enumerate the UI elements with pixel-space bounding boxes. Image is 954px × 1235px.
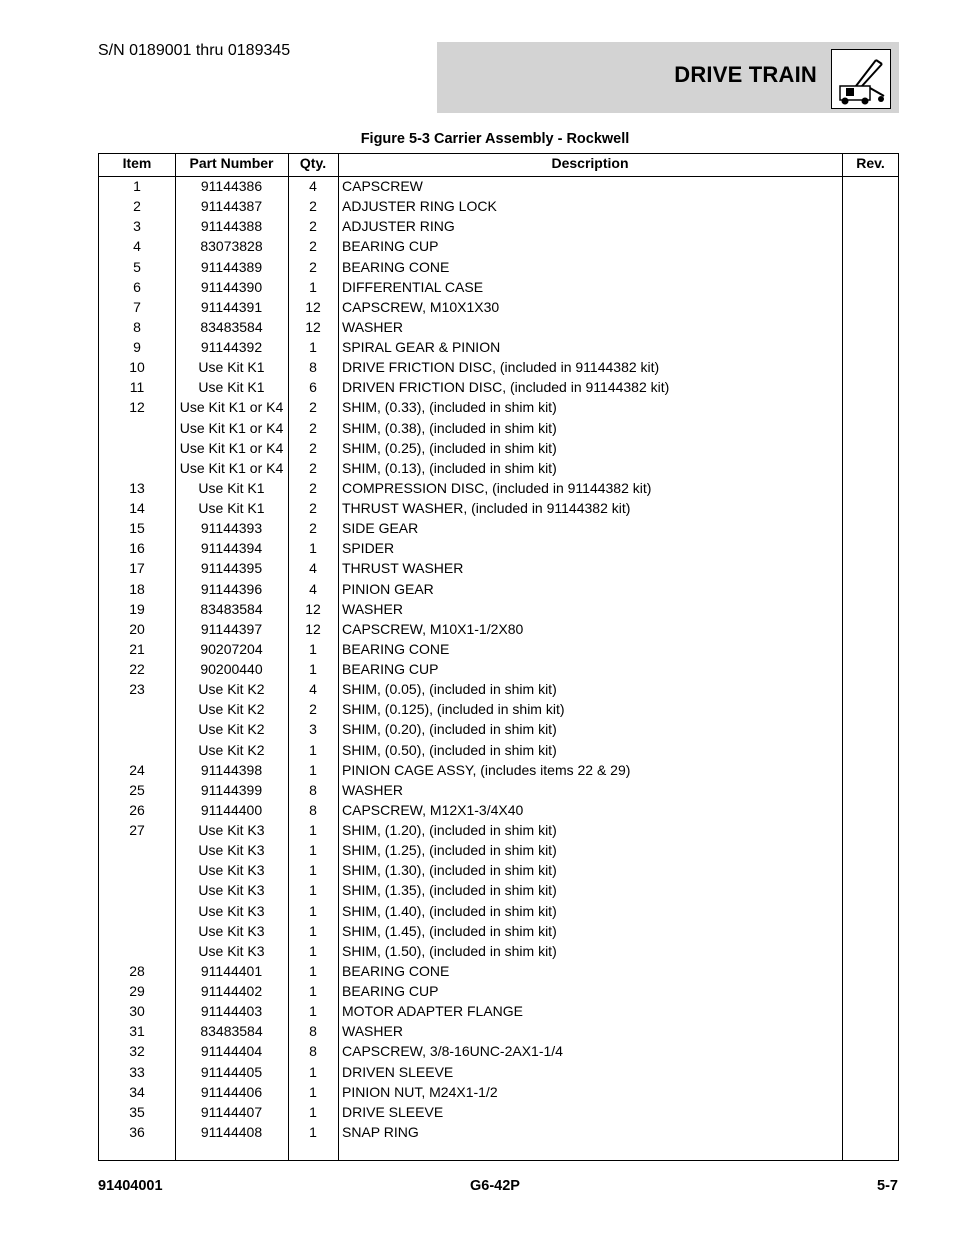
description-cell: SHIM, (1.50), (included in shim kit): [342, 942, 557, 959]
qty-cell: 1: [309, 1103, 317, 1120]
part-number-cell: Use Kit K1: [198, 359, 265, 376]
qty-cell: 2: [309, 198, 317, 215]
item-cell: 17: [129, 560, 145, 577]
part-number-cell: 90207204: [200, 640, 263, 657]
section-banner: [437, 42, 899, 113]
qty-cell: 1: [309, 540, 317, 557]
header-item: Item: [122, 155, 152, 171]
item-cell: 34: [129, 1083, 145, 1100]
description-cell: WASHER: [342, 318, 403, 335]
description-cell: SHIM, (1.45), (included in shim kit): [342, 922, 557, 939]
table-row: [99, 297, 898, 317]
qty-cell: 1: [309, 962, 317, 979]
qty-cell: 12: [305, 620, 321, 637]
table-row: [99, 639, 898, 659]
table-row: [99, 257, 898, 277]
part-number-cell: 91144400: [200, 801, 263, 818]
table-row: [99, 941, 898, 961]
figure-title: Figure 5-3 Carrier Assembly - Rockwell: [360, 131, 630, 147]
description-cell: PINION CAGE ASSY, (includes items 22 & 29): [342, 761, 631, 778]
description-cell: SHIM, (0.25), (included in shim kit): [342, 439, 557, 456]
item-cell: 25: [129, 781, 145, 798]
table-row: [99, 659, 898, 679]
item-cell: 14: [129, 500, 145, 516]
table-row: [99, 780, 898, 800]
item-cell: 6: [133, 278, 141, 295]
description-cell: SHIM, (1.35), (included in shim kit): [342, 882, 557, 899]
table-row: [99, 458, 898, 478]
part-number-cell: 91144386: [200, 178, 263, 194]
part-number-cell: Use Kit K1 or K4: [179, 459, 284, 476]
table-row: [99, 478, 898, 498]
qty-cell: 1: [309, 761, 317, 778]
table-row: [99, 1062, 898, 1082]
part-number-cell: 91144395: [200, 560, 263, 577]
description-cell: BEARING CUP: [342, 983, 439, 999]
qty-cell: 2: [309, 258, 317, 275]
description-cell: BEARING CONE: [342, 962, 450, 979]
description-cell: SHIM, (0.20), (included in shim kit): [342, 721, 557, 738]
qty-cell: 2: [309, 479, 317, 496]
qty-cell: 8: [309, 1023, 317, 1040]
qty-cell: 2: [309, 399, 317, 416]
description-cell: SPIRAL GEAR & PINION: [342, 339, 501, 355]
table-row: [99, 357, 898, 377]
part-number-cell: 91144396: [200, 580, 263, 597]
header-qty: Qty.: [299, 155, 327, 171]
qty-cell: 1: [309, 1083, 317, 1100]
description-cell: DRIVE SLEEVE: [342, 1103, 444, 1120]
table-row: [99, 719, 898, 739]
part-number-cell: Use Kit K2: [198, 741, 265, 758]
item-cell: 23: [129, 681, 145, 698]
header-description: Description: [551, 155, 629, 171]
item-cell: 16: [129, 540, 145, 557]
qty-cell: 2: [309, 238, 317, 255]
item-cell: 33: [129, 1063, 145, 1080]
item-cell: 36: [129, 1123, 145, 1140]
qty-cell: 2: [309, 218, 317, 235]
table-row: [99, 196, 898, 216]
qty-cell: 2: [309, 701, 317, 718]
part-number-cell: Use Kit K3: [198, 942, 265, 959]
table-row: [99, 216, 898, 236]
item-cell: 28: [129, 962, 145, 979]
table-row: [99, 901, 898, 921]
header-part-number: Part Number: [189, 155, 274, 171]
description-cell: THRUST WASHER, (included in 91144382 kit): [342, 500, 631, 516]
item-cell: 4: [133, 238, 141, 255]
description-cell: SNAP RING: [342, 1123, 419, 1140]
item-cell: 8: [133, 318, 141, 335]
part-number-cell: 91144388: [200, 218, 263, 235]
item-cell: 3: [133, 218, 141, 235]
item-cell: 15: [129, 520, 145, 537]
table-row: [99, 1102, 898, 1122]
qty-cell: 1: [309, 741, 317, 758]
qty-cell: 4: [309, 580, 317, 597]
table-row: [99, 337, 898, 357]
qty-cell: 8: [309, 781, 317, 798]
part-number-cell: Use Kit K1: [198, 500, 265, 516]
description-cell: SHIM, (1.40), (included in shim kit): [342, 902, 557, 919]
table-row: [99, 518, 898, 538]
part-number-cell: 91144392: [200, 339, 263, 355]
qty-cell: 1: [309, 902, 317, 919]
part-number-cell: Use Kit K3: [198, 902, 265, 919]
table-row: [99, 981, 898, 1001]
description-cell: SHIM, (0.50), (included in shim kit): [342, 741, 557, 758]
description-cell: ADJUSTER RING: [342, 218, 455, 235]
item-cell: 21: [129, 640, 145, 657]
item-cell: 12: [129, 399, 145, 416]
doc-number: 91404001: [98, 1178, 163, 1194]
qty-cell: 3: [309, 721, 317, 738]
description-cell: SHIM, (0.33), (included in shim kit): [342, 399, 557, 416]
item-cell: 11: [129, 379, 145, 396]
description-cell: SHIM, (0.38), (included in shim kit): [342, 419, 557, 436]
part-number-cell: 91144389: [200, 258, 263, 275]
part-number-cell: Use Kit K3: [198, 822, 265, 838]
qty-cell: 8: [309, 1043, 317, 1060]
description-cell: SHIM, (0.125), (included in shim kit): [342, 701, 565, 718]
description-cell: THRUST WASHER: [342, 560, 464, 577]
page-number: 5-7: [877, 1178, 898, 1194]
table-row: [99, 760, 898, 780]
part-number-cell: Use Kit K3: [198, 862, 265, 879]
table-body: [99, 176, 898, 1142]
description-cell: SHIM, (0.05), (included in shim kit): [342, 681, 557, 698]
item-cell: 10: [129, 359, 145, 376]
part-number-cell: Use Kit K2: [198, 681, 265, 698]
forklift-icon: [831, 49, 891, 109]
parts-table: [98, 153, 899, 1161]
table-row: [99, 961, 898, 981]
description-cell: BEARING CONE: [342, 640, 450, 657]
part-number-cell: Use Kit K2: [198, 721, 265, 738]
table-row: [99, 880, 898, 900]
item-cell: 31: [129, 1023, 145, 1040]
table-row: [99, 236, 898, 256]
qty-cell: 1: [309, 842, 317, 859]
description-cell: WASHER: [342, 600, 403, 617]
description-cell: CAPSCREW: [342, 178, 423, 194]
table-row: [99, 176, 898, 196]
item-cell: 1: [133, 178, 141, 194]
qty-cell: 6: [309, 379, 317, 396]
item-cell: 35: [129, 1103, 145, 1120]
part-number-cell: 91144408: [200, 1123, 263, 1140]
part-number-cell: Use Kit K1: [198, 379, 265, 396]
part-number-cell: 91144394: [200, 540, 263, 557]
description-cell: WASHER: [342, 1023, 403, 1040]
part-number-cell: Use Kit K3: [198, 882, 265, 899]
table-row: [99, 438, 898, 458]
qty-cell: 2: [309, 459, 317, 476]
qty-cell: 1: [309, 640, 317, 657]
part-number-cell: 91144403: [200, 1003, 263, 1020]
table-row: [99, 860, 898, 880]
table-row: [99, 921, 898, 941]
item-cell: 2: [133, 198, 141, 215]
table-row: [99, 498, 898, 518]
table-row: [99, 619, 898, 639]
part-number-cell: 91144402: [200, 983, 263, 999]
qty-cell: 4: [309, 560, 317, 577]
description-cell: SHIM, (1.25), (included in shim kit): [342, 842, 557, 859]
item-cell: 9: [133, 339, 141, 355]
qty-cell: 1: [309, 278, 317, 295]
qty-cell: 1: [309, 1003, 317, 1020]
description-cell: CAPSCREW, M10X1-1/2X80: [342, 620, 524, 637]
item-cell: 24: [129, 761, 145, 778]
qty-cell: 1: [309, 1063, 317, 1080]
table-row: [99, 1041, 898, 1061]
part-number-cell: 91144390: [200, 278, 263, 295]
item-cell: 27: [129, 822, 145, 838]
qty-cell: 2: [309, 500, 317, 516]
part-number-cell: Use Kit K1: [198, 479, 265, 496]
qty-cell: 1: [309, 942, 317, 959]
part-number-cell: 83483584: [200, 1023, 263, 1040]
item-cell: 32: [129, 1043, 145, 1060]
qty-cell: 4: [309, 178, 317, 194]
table-header: [99, 154, 898, 177]
part-number-cell: 83483584: [200, 318, 263, 335]
part-number-cell: 91144407: [200, 1103, 263, 1120]
qty-cell: 4: [309, 681, 317, 698]
description-cell: SHIM, (1.20), (included in shim kit): [342, 822, 557, 838]
description-cell: COMPRESSION DISC, (included in 91144382 kit): [342, 479, 652, 496]
part-number-cell: Use Kit K3: [198, 922, 265, 939]
item-cell: 5: [133, 258, 141, 275]
table-row: [99, 820, 898, 840]
header-rev: Rev.: [856, 155, 885, 171]
section-title: DRIVE TRAIN: [674, 62, 817, 87]
table-row: [99, 1122, 898, 1142]
description-cell: SPIDER: [342, 540, 395, 557]
part-number-cell: 91144404: [200, 1043, 263, 1060]
qty-cell: 2: [309, 439, 317, 456]
table-row: [99, 679, 898, 699]
item-cell: 19: [129, 600, 145, 617]
description-cell: CAPSCREW, M12X1-3/4X40: [342, 801, 524, 818]
qty-cell: 1: [309, 862, 317, 879]
serial-range: S/N 0189001 thru 0189345: [98, 42, 291, 59]
qty-cell: 1: [309, 822, 317, 838]
qty-cell: 12: [305, 318, 321, 335]
description-cell: BEARING CUP: [342, 238, 439, 255]
qty-cell: 1: [309, 339, 317, 355]
description-cell: SHIM, (1.30), (included in shim kit): [342, 862, 557, 879]
qty-cell: 1: [309, 882, 317, 899]
part-number-cell: 91144391: [200, 298, 263, 315]
qty-cell: 1: [309, 661, 317, 677]
part-number-cell: 90200440: [200, 661, 263, 677]
qty-cell: 1: [309, 922, 317, 939]
description-cell: BEARING CUP: [342, 661, 439, 677]
table-row: [99, 377, 898, 397]
description-cell: CAPSCREW, M10X1X30: [342, 298, 500, 315]
description-cell: SIDE GEAR: [342, 520, 419, 537]
table-row: [99, 1082, 898, 1102]
description-cell: WASHER: [342, 781, 403, 798]
qty-cell: 8: [309, 801, 317, 818]
table-row: [99, 397, 898, 417]
description-cell: PINION GEAR: [342, 580, 434, 597]
part-number-cell: 91144399: [200, 781, 263, 798]
qty-cell: 2: [309, 520, 317, 537]
table-row: [99, 840, 898, 860]
table-row: [99, 1021, 898, 1041]
table-row: [99, 599, 898, 619]
part-number-cell: 91144406: [200, 1083, 263, 1100]
description-cell: ADJUSTER RING LOCK: [342, 198, 497, 215]
model-number: G6-42P: [470, 1178, 520, 1194]
table-row: [99, 317, 898, 337]
part-number-cell: Use Kit K1 or K4: [179, 399, 284, 416]
qty-cell: 8: [309, 359, 317, 376]
item-cell: 26: [129, 801, 145, 818]
part-number-cell: Use Kit K3: [198, 842, 265, 859]
qty-cell: 12: [305, 298, 321, 315]
table-row: [99, 699, 898, 719]
item-cell: 22: [129, 661, 145, 677]
part-number-cell: 91144398: [200, 761, 263, 778]
table-row: [99, 558, 898, 578]
table-row: [99, 800, 898, 820]
part-number-cell: Use Kit K1 or K4: [179, 439, 284, 456]
table-row: [99, 579, 898, 599]
part-number-cell: 91144387: [200, 198, 263, 215]
qty-cell: 1: [309, 983, 317, 999]
description-cell: DRIVE FRICTION DISC, (included in 91144382 kit): [342, 359, 660, 376]
table-row: [99, 277, 898, 297]
table-row: [99, 538, 898, 558]
part-number-cell: 91144393: [200, 520, 263, 537]
qty-cell: 12: [305, 600, 321, 617]
description-cell: DRIVEN SLEEVE: [342, 1063, 454, 1080]
part-number-cell: 83483584: [200, 600, 263, 617]
description-cell: CAPSCREW, 3/8-16UNC-2AX1-1/4: [342, 1043, 563, 1060]
table-row: [99, 418, 898, 438]
part-number-cell: 91144405: [200, 1063, 263, 1080]
table-row: [99, 1001, 898, 1021]
description-cell: DIFFERENTIAL CASE: [342, 278, 484, 295]
item-cell: 13: [129, 479, 145, 496]
part-number-cell: Use Kit K2: [198, 701, 265, 718]
qty-cell: 2: [309, 419, 317, 436]
item-cell: 29: [129, 983, 145, 999]
item-cell: 7: [133, 298, 141, 315]
item-cell: 30: [129, 1003, 145, 1020]
item-cell: 20: [129, 620, 145, 637]
item-cell: 18: [129, 580, 145, 597]
description-cell: SHIM, (0.13), (included in shim kit): [342, 459, 557, 476]
part-number-cell: 83073828: [200, 238, 263, 255]
part-number-cell: 91144397: [200, 620, 263, 637]
qty-cell: 1: [309, 1123, 317, 1140]
description-cell: DRIVEN FRICTION DISC, (included in 91144382 kit): [342, 379, 670, 396]
table-row: [99, 740, 898, 760]
description-cell: BEARING CONE: [342, 258, 450, 275]
part-number-cell: 91144401: [200, 962, 263, 979]
description-cell: PINION NUT, M24X1-1/2: [342, 1083, 498, 1100]
description-cell: MOTOR ADAPTER FLANGE: [342, 1003, 523, 1020]
part-number-cell: Use Kit K1 or K4: [179, 419, 284, 436]
